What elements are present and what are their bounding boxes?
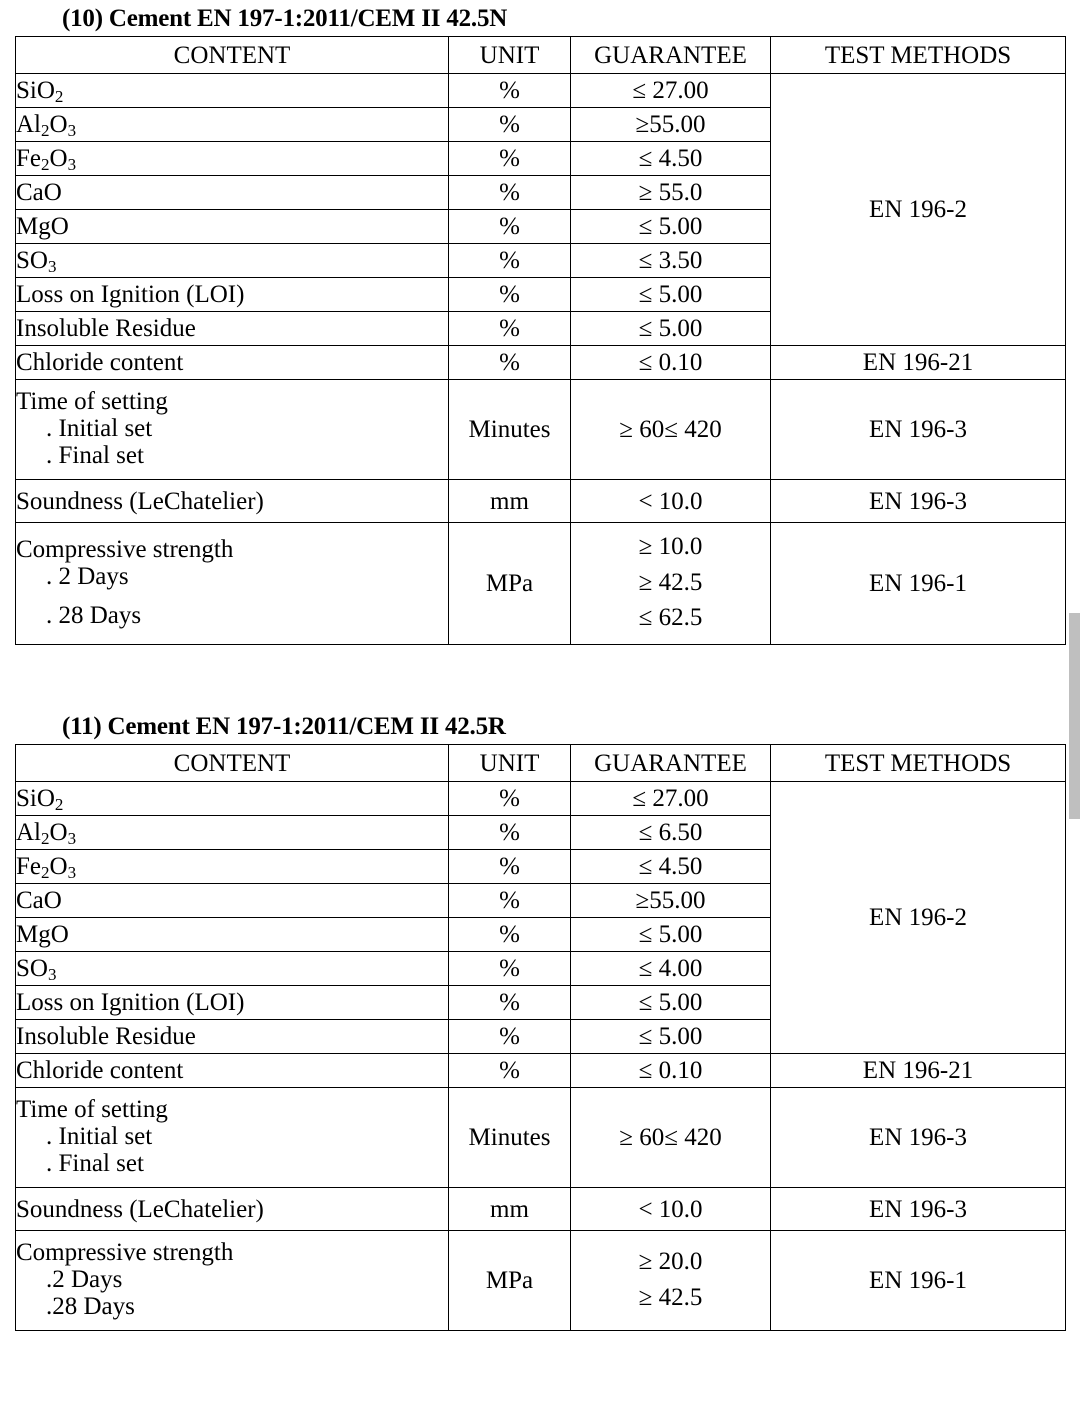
content-text: SO bbox=[16, 955, 48, 982]
content-subscript: 2 bbox=[54, 795, 64, 815]
strength-guarantee-2: ≥ 42.5 bbox=[638, 1283, 703, 1311]
cell-content: Loss on Ignition (LOI) bbox=[16, 278, 449, 312]
content-subscript: 2 bbox=[41, 863, 50, 883]
cell-guarantee: ≤ 0.10 bbox=[571, 1054, 771, 1088]
cell-content bbox=[16, 782, 449, 816]
cell-content: Loss on Ignition (LOI) bbox=[16, 986, 449, 1020]
section-title-11: (11) Cement EN 197-1:2011/CEM II 42.5R bbox=[62, 712, 506, 740]
cell-guarantee: ≤ 5.00 bbox=[571, 918, 771, 952]
content-subscript-2: 3 bbox=[67, 863, 77, 883]
cell-guarantee: ≤ 5.00 bbox=[571, 1020, 771, 1054]
strength-line-2days: . 2 Days bbox=[46, 562, 129, 590]
setting-line-final: . Final set bbox=[46, 1150, 144, 1177]
cell-content bbox=[16, 244, 449, 278]
cell-content: CaO bbox=[16, 176, 449, 210]
cell-guarantee: ≤ 4.00 bbox=[571, 952, 771, 986]
cell-guarantee: ≤ 0.10 bbox=[571, 346, 771, 380]
table-row-soundness bbox=[16, 480, 1066, 523]
column-header-content: CONTENT bbox=[16, 745, 449, 782]
cell-unit: Minutes bbox=[449, 1088, 571, 1188]
cell-unit: MPa bbox=[449, 523, 571, 645]
setting-line-title: Time of setting bbox=[16, 388, 168, 415]
cell-unit: % bbox=[449, 346, 571, 380]
cell-unit: % bbox=[449, 782, 571, 816]
cell-guarantee: ≥ 60≤ 420 bbox=[571, 1088, 771, 1188]
setting-line-final: . Final set bbox=[46, 442, 144, 469]
cell-guarantee: ≥55.00 bbox=[571, 108, 771, 142]
column-header-content: CONTENT bbox=[16, 37, 449, 74]
cell-content-setting bbox=[16, 380, 449, 480]
content-subscript: 3 bbox=[47, 965, 57, 985]
cell-content: MgO bbox=[16, 918, 449, 952]
cell-guarantee: ≤ 5.00 bbox=[571, 986, 771, 1020]
setting-line-initial: . Initial set bbox=[46, 415, 153, 442]
table-row bbox=[16, 782, 1066, 816]
table-row-chloride bbox=[16, 1054, 1066, 1088]
content-text: SiO bbox=[16, 77, 55, 104]
cell-unit: Minutes bbox=[449, 380, 571, 480]
cell-unit: % bbox=[449, 986, 571, 1020]
cell-unit: % bbox=[449, 142, 571, 176]
section-title-10: (10) Cement EN 197-1:2011/CEM II 42.5N bbox=[62, 4, 508, 32]
cell-content bbox=[16, 850, 449, 884]
content-text-tail: O bbox=[49, 853, 68, 880]
cell-guarantee: ≤ 5.00 bbox=[571, 312, 771, 346]
strength-line-title: Compressive strength bbox=[16, 1239, 234, 1266]
cell-guarantee: ≤ 27.00 bbox=[571, 782, 771, 816]
cell-guarantee: ≤ 3.50 bbox=[571, 244, 771, 278]
cell-test-method: EN 196-3 bbox=[771, 480, 1066, 523]
cell-content bbox=[16, 816, 449, 850]
cell-content-strength bbox=[16, 523, 449, 645]
cell-test-method: EN 196-21 bbox=[771, 346, 1066, 380]
column-header-guarantee: GUARANTEE bbox=[571, 745, 771, 782]
content-text: SiO bbox=[16, 785, 55, 812]
cell-content: Chloride content bbox=[16, 346, 449, 380]
column-header-test-methods: TEST METHODS bbox=[771, 37, 1066, 74]
column-header-unit: UNIT bbox=[449, 745, 571, 782]
strength-line-title: Compressive strength bbox=[16, 535, 234, 563]
cell-guarantee: < 10.0 bbox=[571, 1188, 771, 1231]
cell-content: Soundness (LeChatelier) bbox=[16, 1188, 449, 1231]
cell-content bbox=[16, 74, 449, 108]
content-text: SO bbox=[16, 247, 48, 274]
cell-unit: % bbox=[449, 1020, 571, 1054]
content-subscript: 2 bbox=[41, 155, 50, 175]
cell-content: Insoluble Residue bbox=[16, 1020, 449, 1054]
cell-test-method: EN 196-3 bbox=[771, 1188, 1066, 1231]
cell-content bbox=[16, 952, 449, 986]
table-header-row bbox=[16, 745, 1066, 782]
cell-content bbox=[16, 108, 449, 142]
strength-guarantee-2: ≥ 42.5 bbox=[638, 568, 703, 596]
cell-guarantee-strength bbox=[571, 1231, 771, 1331]
cell-content-strength bbox=[16, 1231, 449, 1331]
content-subscript-2: 3 bbox=[67, 121, 77, 141]
cell-unit: % bbox=[449, 850, 571, 884]
cell-unit: % bbox=[449, 312, 571, 346]
cell-test-method: EN 196-3 bbox=[771, 1088, 1066, 1188]
content-text-tail: O bbox=[49, 145, 68, 172]
cell-content-setting bbox=[16, 1088, 449, 1188]
setting-line-initial: . Initial set bbox=[46, 1123, 153, 1150]
cell-guarantee: ≤ 4.50 bbox=[571, 142, 771, 176]
content-text: Al bbox=[16, 819, 41, 846]
column-header-guarantee: GUARANTEE bbox=[571, 37, 771, 74]
cell-unit: % bbox=[449, 176, 571, 210]
table-row-time-of-setting bbox=[16, 380, 1066, 480]
cell-unit: % bbox=[449, 918, 571, 952]
content-text: Al bbox=[16, 111, 41, 138]
cell-unit: % bbox=[449, 244, 571, 278]
cell-unit: % bbox=[449, 210, 571, 244]
cell-unit: % bbox=[449, 884, 571, 918]
cell-test-method: EN 196-21 bbox=[771, 1054, 1066, 1088]
content-subscript: 2 bbox=[41, 121, 50, 141]
cell-unit: % bbox=[449, 278, 571, 312]
cell-test-method: EN 196-1 bbox=[771, 523, 1066, 645]
cell-unit: % bbox=[449, 1054, 571, 1088]
section-cement-42-5R bbox=[0, 708, 1080, 1331]
content-text: Fe bbox=[16, 853, 41, 880]
cell-guarantee: ≤ 5.00 bbox=[571, 210, 771, 244]
cell-content: MgO bbox=[16, 210, 449, 244]
content-text: Fe bbox=[16, 145, 41, 172]
table-row-compressive-strength bbox=[16, 1231, 1066, 1331]
cell-test-method-oxides: EN 196-2 bbox=[771, 74, 1066, 346]
content-subscript: 3 bbox=[47, 257, 57, 277]
cell-guarantee: ≤ 5.00 bbox=[571, 278, 771, 312]
column-header-unit: UNIT bbox=[449, 37, 571, 74]
cell-guarantee: ≥ 55.0 bbox=[571, 176, 771, 210]
section-cement-42-5N bbox=[0, 0, 1080, 645]
strength-line-28days: . 28 Days bbox=[46, 601, 142, 629]
table-row-soundness bbox=[16, 1188, 1066, 1231]
content-subscript-2: 3 bbox=[67, 155, 77, 175]
strength-guarantee-3: ≤ 62.5 bbox=[638, 604, 703, 631]
cell-guarantee-strength bbox=[571, 523, 771, 645]
content-text-tail: O bbox=[49, 111, 68, 138]
table-row-chloride bbox=[16, 346, 1066, 380]
spec-table-10 bbox=[15, 36, 1066, 645]
cell-unit: mm bbox=[449, 1188, 571, 1231]
content-subscript: 2 bbox=[41, 829, 50, 849]
cell-content: Chloride content bbox=[16, 1054, 449, 1088]
table-row bbox=[16, 74, 1066, 108]
setting-line-title: Time of setting bbox=[16, 1096, 168, 1123]
strength-line-28days: .28 Days bbox=[46, 1293, 135, 1320]
cell-content: Insoluble Residue bbox=[16, 312, 449, 346]
cell-guarantee: ≤ 6.50 bbox=[571, 816, 771, 850]
cell-content: Soundness (LeChatelier) bbox=[16, 480, 449, 523]
cell-test-method: EN 196-1 bbox=[771, 1231, 1066, 1331]
cell-guarantee: ≤ 27.00 bbox=[571, 74, 771, 108]
strength-guarantee-1: ≥ 10.0 bbox=[638, 533, 703, 560]
cell-unit: % bbox=[449, 74, 571, 108]
column-header-test-methods: TEST METHODS bbox=[771, 745, 1066, 782]
cell-unit: mm bbox=[449, 480, 571, 523]
vertical-scrollbar-thumb[interactable] bbox=[1069, 613, 1080, 819]
strength-guarantee-1: ≥ 20.0 bbox=[638, 1248, 703, 1275]
cell-guarantee: ≥ 60≤ 420 bbox=[571, 380, 771, 480]
cell-unit: % bbox=[449, 816, 571, 850]
cell-guarantee: ≥55.00 bbox=[571, 884, 771, 918]
cell-test-method-oxides: EN 196-2 bbox=[771, 782, 1066, 1054]
strength-line-2days: .2 Days bbox=[46, 1266, 123, 1293]
table-row-compressive-strength bbox=[16, 523, 1066, 645]
spec-table-11 bbox=[15, 744, 1066, 1331]
cell-unit: MPa bbox=[449, 1231, 571, 1331]
cell-content: CaO bbox=[16, 884, 449, 918]
content-subscript-2: 3 bbox=[67, 829, 77, 849]
cell-test-method: EN 196-3 bbox=[771, 380, 1066, 480]
content-text-tail: O bbox=[49, 819, 68, 846]
content-subscript: 2 bbox=[54, 87, 64, 107]
cell-unit: % bbox=[449, 952, 571, 986]
cell-guarantee: < 10.0 bbox=[571, 480, 771, 523]
cell-content bbox=[16, 142, 449, 176]
table-header-row bbox=[16, 37, 1066, 74]
table-row-time-of-setting bbox=[16, 1088, 1066, 1188]
cell-unit: % bbox=[449, 108, 571, 142]
cell-guarantee: ≤ 4.50 bbox=[571, 850, 771, 884]
